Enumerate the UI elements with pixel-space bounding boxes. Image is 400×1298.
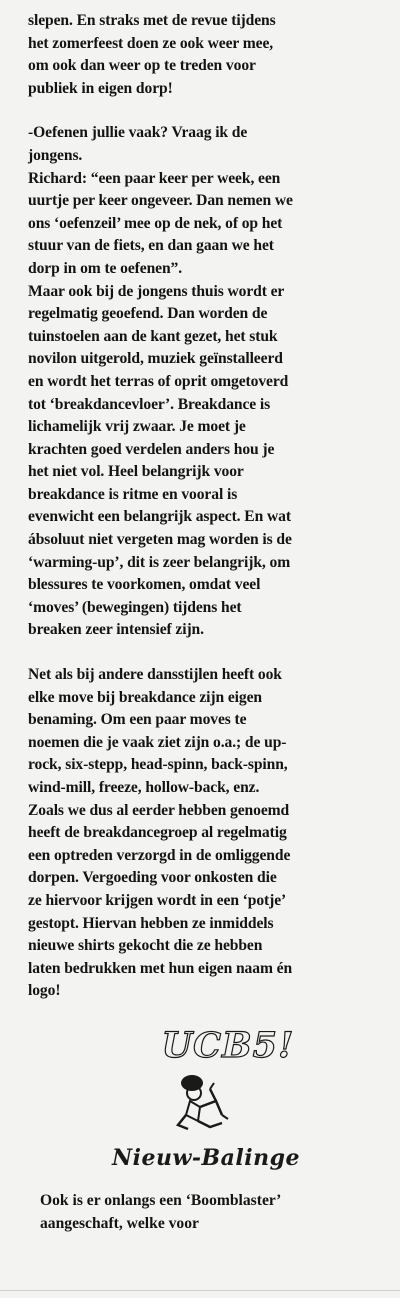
logo-subtitle: Nieuw-Balinge <box>112 1145 300 1171</box>
text-line: breakdance is ritme en vooral is <box>28 485 238 503</box>
text-line: Ook is er onlangs een ‘Boomblaster’ <box>40 1192 282 1209</box>
paragraph-gap <box>28 642 384 664</box>
text-line: het niet vol. Heel belangrijk voor <box>28 463 244 481</box>
text-line: uurtje per keer ongeveer. Dan nemen we <box>28 192 293 210</box>
text-line: ons ‘oefenzeil’ mee op de nek, of op het <box>28 214 283 232</box>
text-line: publiek in eigen dorp! <box>28 79 173 97</box>
text-line: laten bedrukken met hun eigen naam én <box>28 959 293 977</box>
paragraph-intro <box>28 10 384 100</box>
text-line: ze hiervoor krijgen wordt in een ‘potje’ <box>28 891 287 909</box>
text-line: breaken zeer intensief zijn. <box>28 621 204 639</box>
text-line: -Oefenen jullie vaak? Vraag ik de <box>28 124 248 142</box>
text-line: novilon uitgerold, muziek geïnstalleerd <box>28 350 283 368</box>
logo-title: UCB5! <box>161 1025 295 1066</box>
text-line: ‘moves’ (bewegingen) tijdens het <box>28 598 242 616</box>
text-line: wind-mill, freeze, hollow-back, enz. <box>28 779 260 796</box>
paragraph-interview <box>28 122 384 642</box>
paragraph-gap <box>28 100 384 122</box>
text-line: noemen die je vaak ziet zijn o.a.; de up- <box>28 733 287 751</box>
text-line: Richard: “een paar keer per week, een <box>28 169 281 187</box>
text-line: ‘warming-up’, dit is zeer belangrijk, om <box>28 553 291 571</box>
text-line: evenwicht een belangrijk aspect. En wat <box>28 508 291 526</box>
text-line: Zoals we dus al eerder hebben genoemd <box>28 801 290 819</box>
text-line: een optreden verzorgd in de omliggende <box>28 846 291 864</box>
breakdancer-icon <box>170 1071 240 1133</box>
text-line: heeft de breakdancegroep al regelmatig <box>28 824 287 842</box>
text-line: nieuwe shirts gekocht die ze hebben <box>28 937 263 955</box>
text-line: dorp in om te oefenen”. <box>28 259 183 277</box>
text-line: logo! <box>28 982 61 1000</box>
text-line: Maar ook bij de jongens thuis wordt er <box>28 282 285 300</box>
text-line: slepen. En straks met de revue tijdens <box>28 12 276 29</box>
text-line: het zomerfeest doen ze ook weer mee, <box>28 34 274 52</box>
text-line: Net als bij andere dansstijlen heeft ook <box>28 666 282 684</box>
text-line: gestopt. Hiervan hebben ze inmiddels <box>28 914 274 932</box>
text-line: aangeschaft, welke voor <box>40 1214 199 1232</box>
text-line: elke move bij breakdance zijn eigen <box>28 688 262 706</box>
text-line: tot ‘breakdancevloer’. Breakdance is <box>28 395 271 413</box>
text-line: dorpen. Vergoeding voor onkosten die <box>28 869 277 887</box>
text-line: rock, six-stepp, head-spinn, back-spinn, <box>28 756 288 774</box>
text-line: benaming. Om een paar moves te <box>28 711 247 729</box>
text-line: lichamelijk vrij zwaar. Je moet je <box>28 418 246 436</box>
paragraph-boomblaster <box>40 1190 370 1235</box>
text-line: om ook dan weer op te treden voor <box>28 57 256 75</box>
paragraph-moves <box>28 664 384 1003</box>
text-line: jongens. <box>28 146 83 164</box>
text-line: regelmatig geoefend. Dan worden de <box>28 305 268 323</box>
text-line: blessures te voorkomen, omdat veel <box>28 576 261 594</box>
text-line: krachten goed verdelen anders hou je <box>28 440 275 458</box>
article-column <box>28 10 384 1003</box>
text-line: stuur van de fiets, en dan gaan we het <box>28 237 274 255</box>
text-line: tuinstoelen aan de kant gezet, het stuk <box>28 327 278 345</box>
text-line: ábsoluut niet vergeten mag worden is de <box>28 531 292 549</box>
text-line: en wordt het terras of oprit omgetoverd <box>28 372 289 390</box>
page-edge <box>0 1290 400 1291</box>
